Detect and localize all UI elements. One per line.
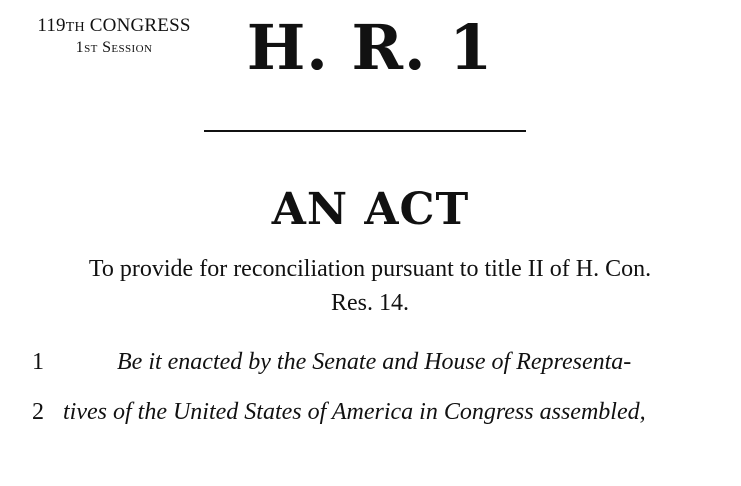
- horizontal-rule: [204, 130, 526, 132]
- act-purpose: [20, 252, 720, 320]
- purpose-line-1: To provide for reconciliation pursuant to title II of H. Con.: [88, 256, 652, 282]
- line-number: 1: [32, 349, 44, 375]
- congress-word: CONGRESS: [84, 15, 191, 36]
- enacting-clause-line: [0, 342, 741, 382]
- act-heading: AN ACT: [271, 184, 470, 235]
- purpose-line-2: Res. 14.: [331, 290, 409, 316]
- congress-number: 119: [37, 15, 66, 36]
- bill-number: H. R. 1: [246, 11, 494, 84]
- line-number: 2: [32, 399, 44, 425]
- enacting-clause-text: tives of the United States of America in Congress assembled,: [63, 399, 646, 425]
- session-label: 1st Session: [75, 39, 153, 56]
- enacting-clause-text: Be it enacted by the Senate and House of Representa-: [117, 349, 632, 375]
- enacting-clause-line: [0, 392, 741, 432]
- congress-suffix: TH: [65, 20, 85, 35]
